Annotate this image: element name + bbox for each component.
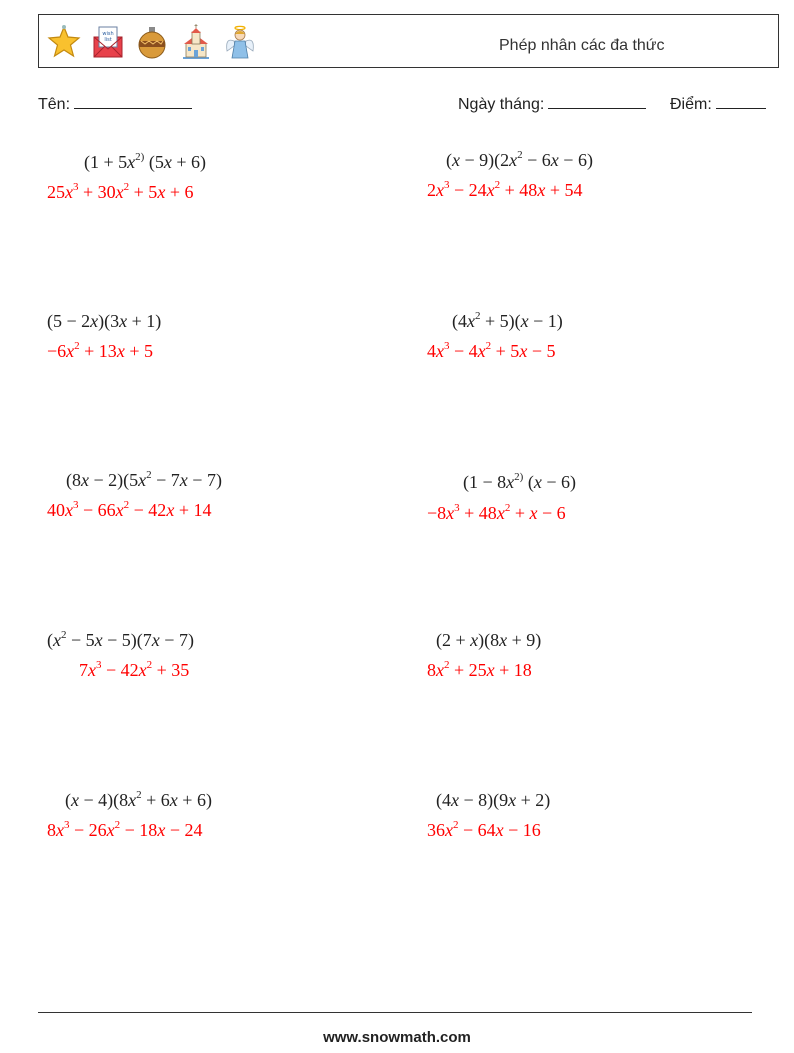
list-text: list xyxy=(104,37,112,43)
problem-8-answer: $8x^2 + 25x + 18$ xyxy=(427,659,532,680)
name-label: Tên: xyxy=(38,96,71,113)
angel-icon xyxy=(223,23,257,61)
footer-divider xyxy=(38,1012,752,1013)
problem-5-question: $(8x - 2)(5x^2 - 7x - 7)$ xyxy=(66,469,222,490)
problem-9-answer: $8x^3 - 26x^2 - 18x - 24$ xyxy=(47,819,203,840)
problem-6-answer: $-8x^3 + 48x^2 + x - 6$ xyxy=(427,502,566,523)
problem-7-question: $(x^2 - 5x - 5)(7x - 7)$ xyxy=(47,629,194,650)
wish-text: wish xyxy=(102,31,114,37)
date-field xyxy=(458,95,646,114)
date-label: Ngày tháng: xyxy=(458,96,545,113)
wish-list-envelope-icon xyxy=(91,23,125,61)
problem-10-answer: $36x^2 - 64x - 16$ xyxy=(427,819,541,840)
problem-3-question: (5 − 2x)(3x + 1) xyxy=(47,311,162,331)
date-blank[interactable] xyxy=(548,95,646,109)
name-field xyxy=(38,95,192,114)
problem-9-question: $(x - 4)(8x^2 + 6x + 6)$ xyxy=(65,789,212,810)
score-blank[interactable] xyxy=(716,95,766,109)
problem-1-answer: $25x^3 + 30x^2 + 5x + 6$ xyxy=(47,181,194,202)
problem-10-question: (4x − 8)(9x + 2) xyxy=(436,790,551,810)
problem-6-question: ($1 - 8x^{2)}$ (x − 6) xyxy=(463,471,576,492)
star-icon xyxy=(47,23,81,61)
problem-2-answer: $2x^3 - 24x^2 + 48x + 54$ xyxy=(427,179,583,200)
footer-url[interactable]: www.snowmath.com xyxy=(323,1029,471,1046)
header-box xyxy=(38,14,779,68)
icon-row xyxy=(47,23,257,61)
name-blank[interactable] xyxy=(74,95,192,109)
problem-3-answer: $-6x^2 + 13x + 5$ xyxy=(47,340,153,361)
score-field xyxy=(670,95,766,114)
problem-1-question: ($1 + 5x^{2)}$ (5x + 6) xyxy=(84,151,206,172)
problem-4-question: $(4x^2 + 5)(x - 1)$ xyxy=(452,310,563,331)
problem-7-answer: $7x^3 - 42x^2 + 35$ xyxy=(79,659,190,680)
problem-5-answer: $40x^3 - 66x^2 - 42x + 14$ xyxy=(47,499,212,520)
page-title: Phép nhân các đa thức xyxy=(499,37,665,54)
church-icon xyxy=(179,23,213,61)
problem-8-question: (2 + x)(8x + 9) xyxy=(436,630,542,650)
score-label: Điểm: xyxy=(670,96,712,113)
problem-2-question: $(x - 9)(2x^2 - 6x - 6)$ xyxy=(446,149,593,170)
problem-4-answer: $4x^3 - 4x^2 + 5x - 5$ xyxy=(427,340,556,361)
ornament-ball-icon xyxy=(135,23,169,61)
